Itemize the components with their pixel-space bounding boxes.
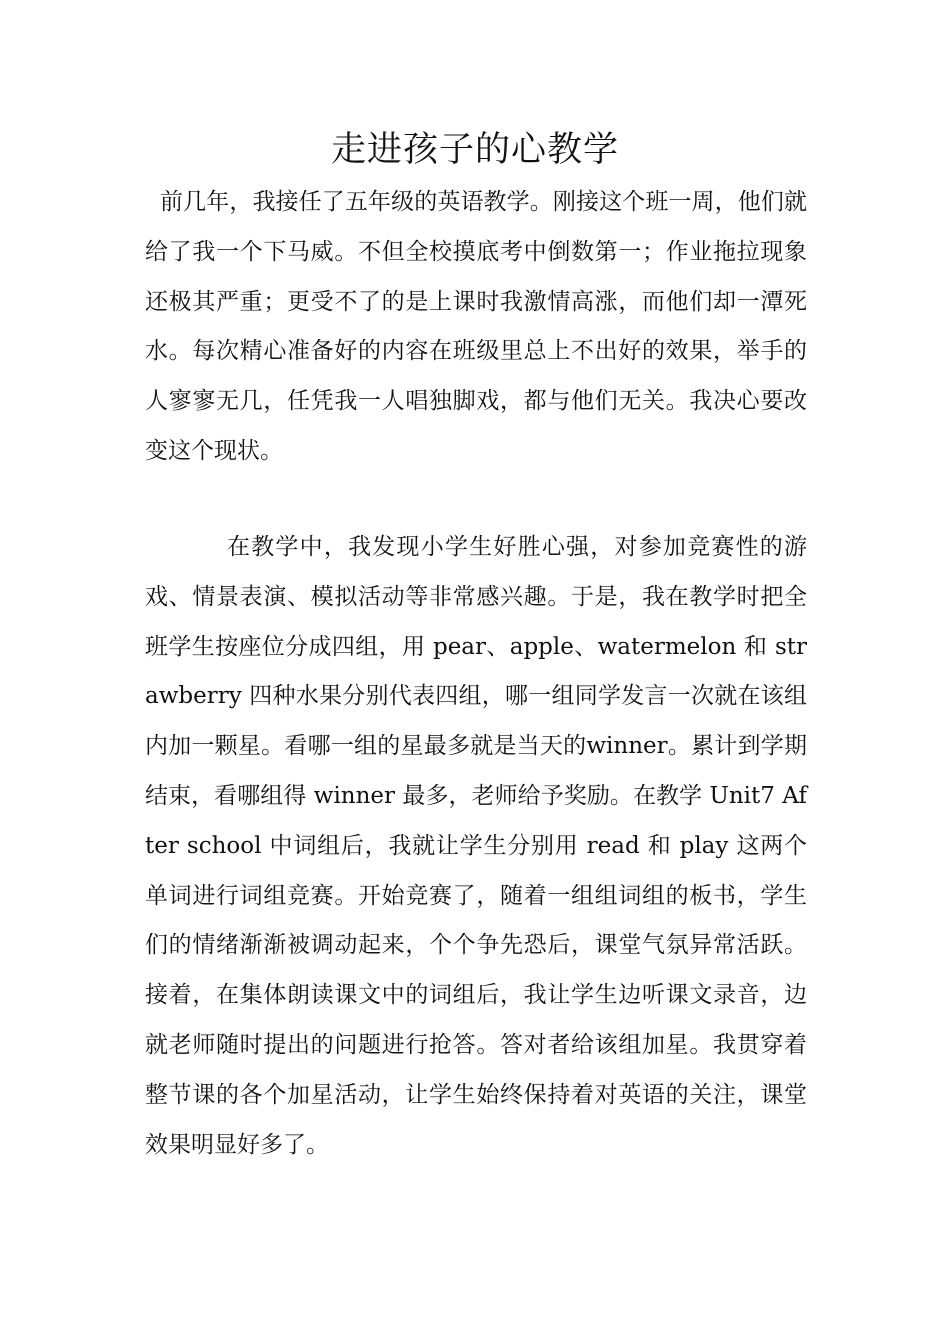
- document-title: 走进孩子的心教学: [330, 130, 619, 170]
- paragraph-1: 前几年，我接任了五年级的英语教学。刚接这个班一周，他们就给了我一个下马威。不但全校摸底考中倒数第一；作业拖拉现象还极其严重；更受不了的是上课时我激情高涨，而他们却一潭死水。每次精心准备好的内容在班级里总上不出好的效果，举手的人寥寥无几，任凭我一人唱独脚戏，都与他们无关。我决心要改变这个现状。: [145, 189, 807, 464]
- paragraph-2: 在教学中，我发现小学生好胜心强，对参加竞赛性的游戏、情景表演、模拟活动等非常感兴趣。于是，我在教学时把全班学生按座位分成四组，用 pear、apple、watermelon 和 strawberry 四种水果分别代表四组，哪一组同学发言一次就在该组内加一颗星。看哪一组的星最多就是当天的winner。累计到学期结束，看哪组得 winner 最多，老师给予奖励。在教学 Unit7 After school 中词组后，我就让学生分别用 read 和 play 这两个单词进行词组竞赛。开始竞赛了，随着一组组词组的板书，学生们的情绪渐渐被调动起来，个个争先恐后，课堂气氛异常活跃。接着，在集体朗读课文中的词组后，我让学生边听课文录音，边就老师随时提出的问题进行抢答。答对者给该组加星。我贯穿着整节课的各个加星活动，让学生始终保持着对英语的关注，课堂效果明显好多了。: [145, 534, 807, 1158]
